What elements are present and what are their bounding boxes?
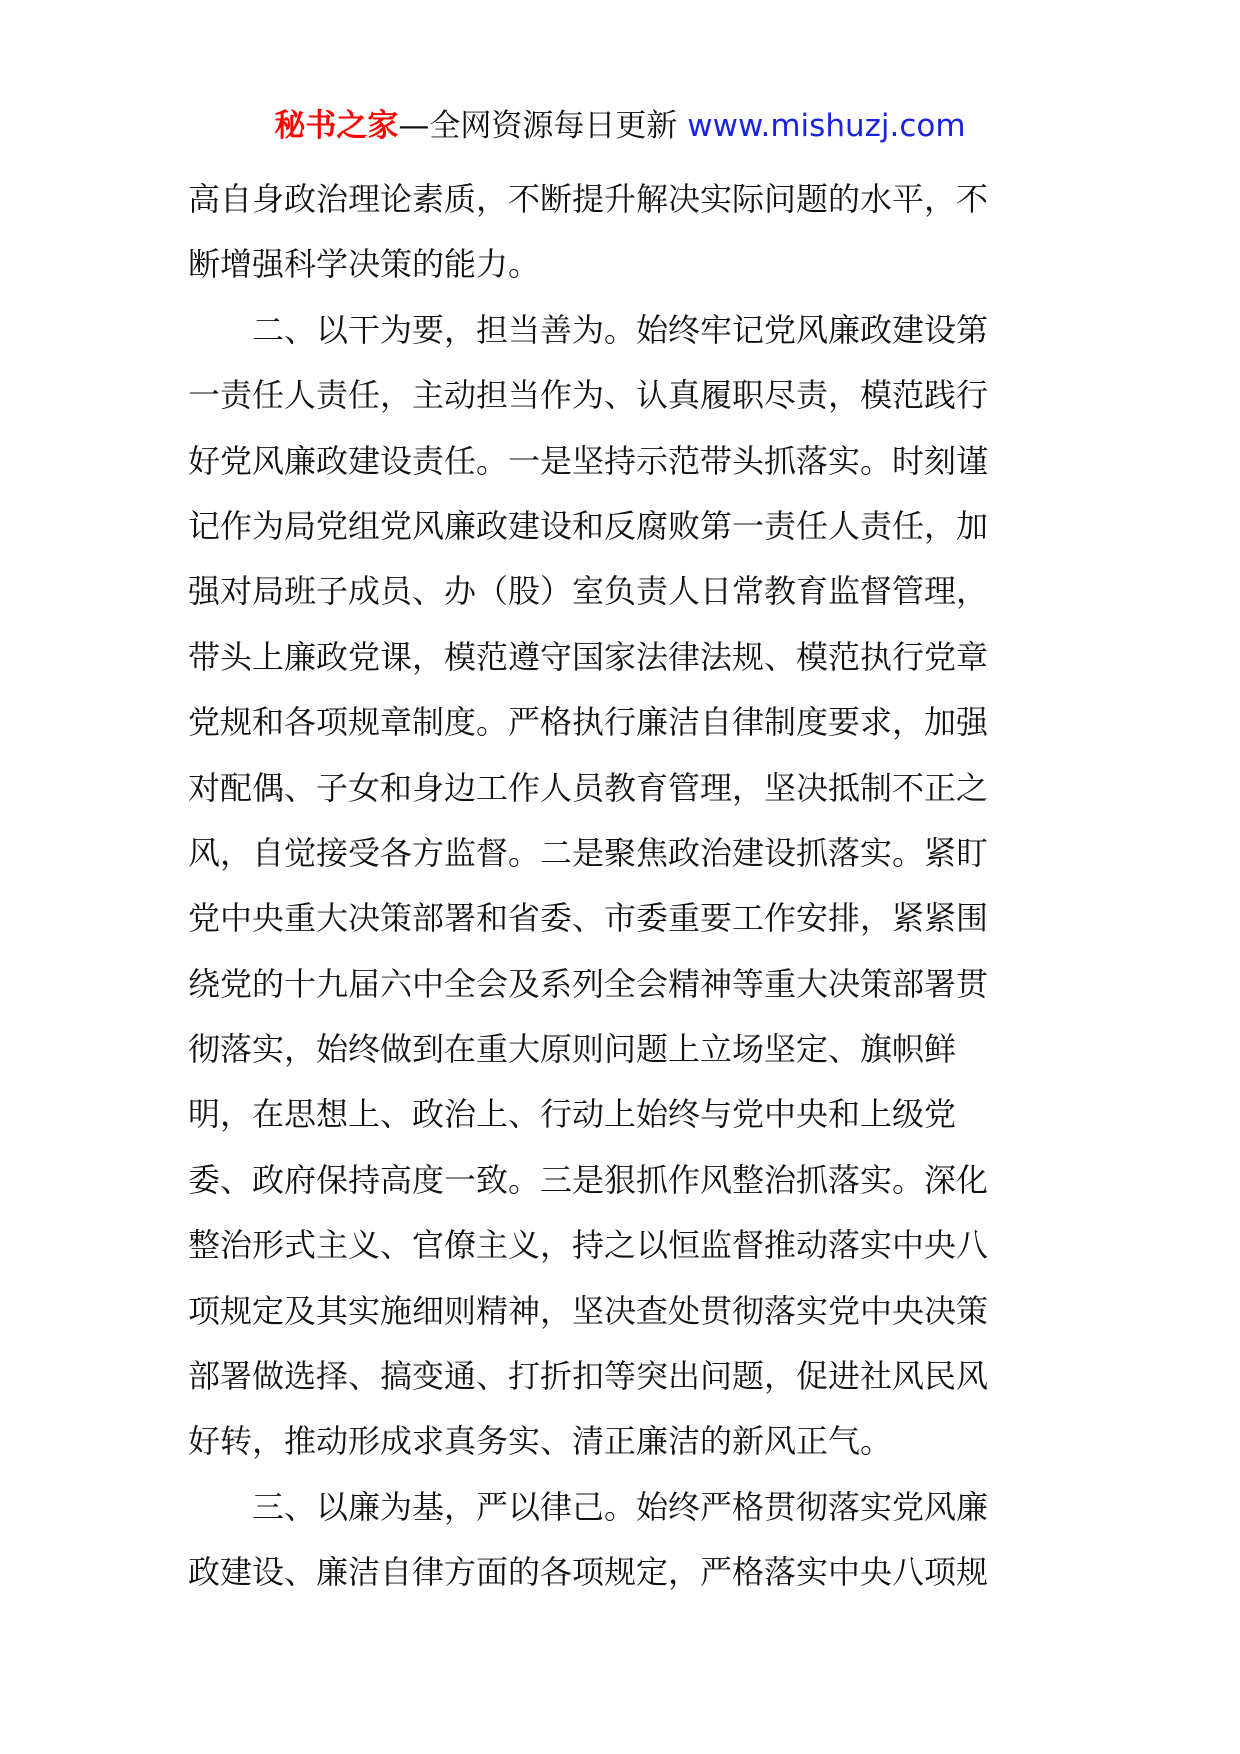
text-line: 强对局班子成员、办（股）室负责人日常教育监督管理， [188,572,989,611]
text-line: 明，在思想上、政治上、行动上始终与党中央和上级党 [188,1095,957,1134]
text-line: 党中央重大决策部署和省委、市委重要工作安排，紧紧围 [188,899,989,938]
text-line: 风，自觉接受各方监督。二是聚焦政治建设抓落实。紧盯 [188,833,989,872]
paragraph-start-line: 二、以干为要，担当善为。始终牢记党风廉政建设第 [252,310,989,349]
text-line: 好党风廉政建设责任。一是坚持示范带头抓落实。时刻谨 [188,441,989,480]
text-line: 部署做选择、搞变通、打折扣等突出问题，促进社风民风 [188,1357,989,1396]
text-line: 带头上廉政党课，模范遵守国家法律法规、模范执行党章 [188,637,989,676]
document-body [188,167,1056,1606]
brand-name: 秘书之家 [274,108,399,144]
text-line: 断增强科学决策的能力。 [188,245,541,284]
site-url-link[interactable]: www.mishuzj.com [687,108,966,144]
text-line: 一责任人责任，主动担当作为、认真履职尽责，模范践行 [188,376,989,415]
text-line: 高自身政治理论素质，不断提升解决实际问题的水平，不 [188,180,989,218]
page-header [0,104,1240,148]
text-line: 政建设、廉洁自律方面的各项规定，严格落实中央八项规 [188,1553,989,1592]
text-line: 项规定及其实施细则精神，坚决查处贯彻落实党中央决策 [188,1291,989,1330]
text-line: 委、政府保持高度一致。三是狠抓作风整治抓落实。深化 [188,1160,989,1199]
text-line: 好转，推动形成求真务实、清正廉洁的新风正气。 [188,1422,893,1461]
text-line: 记作为局党组党风廉政建设和反腐败第一责任人责任，加 [188,506,989,545]
text-line: 绕党的十九届六中全会及系列全会精神等重大决策部署贯 [188,964,989,1003]
header-slogan: —全网资源每日更新 [398,108,678,144]
paragraph-start-line: 三、以廉为基，严以律己。始终严格贯彻落实党风廉 [252,1487,989,1526]
text-line: 整治形式主义、官僚主义，持之以恒监督推动落实中央八 [188,1226,989,1265]
text-line: 彻落实，始终做到在重大原则问题上立场坚定、旗帜鲜 [188,1030,957,1069]
text-line: 对配偶、子女和身边工作人员教育管理，坚决抵制不正之 [188,768,989,807]
text-line: 党规和各项规章制度。严格执行廉洁自律制度要求，加强 [188,703,989,742]
